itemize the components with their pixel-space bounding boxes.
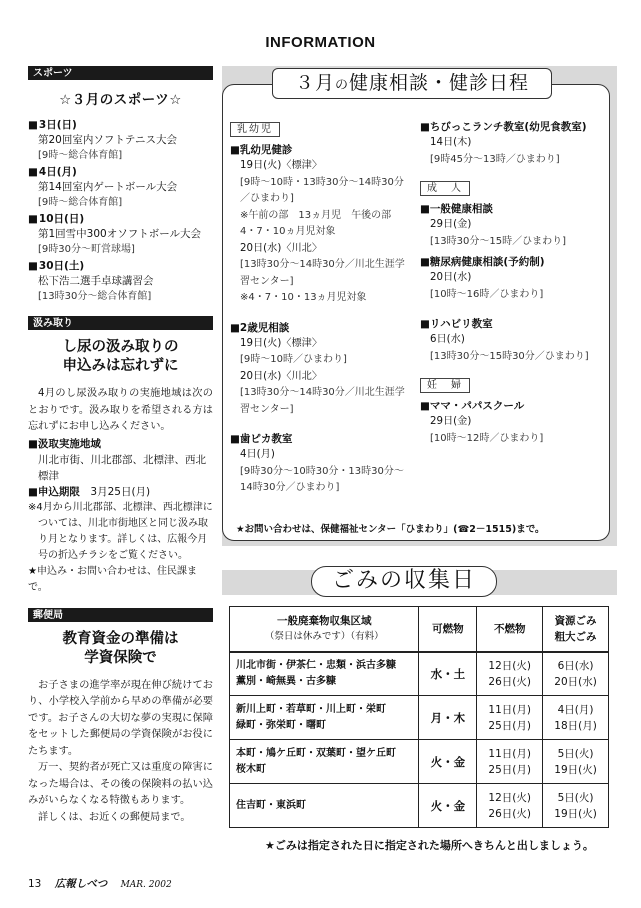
title-line: 申込みは忘れずに (62, 358, 179, 374)
list-item (230, 431, 410, 497)
item-line: [9時45分～13時／ひまわり] (430, 153, 560, 165)
item-heading: ■ 乳幼児健診 (230, 142, 410, 158)
item-line: 20日(水)〈川北〉 (240, 242, 323, 254)
date-line: 26日(火) (488, 807, 531, 820)
area-cell (230, 652, 419, 696)
table-header-row (230, 607, 609, 652)
event-date: ■ 30日(土) (28, 259, 213, 274)
list-item (420, 398, 605, 447)
health-title (272, 68, 552, 99)
kumitori-paragraph: 4月のし尿汲み取りの実施地域は次のとおりです。汲み取りを希望される方は忘れずにお申し込みください。 (28, 388, 213, 432)
date-line: 11日(月) (488, 703, 531, 716)
gomi-title: ごみの収集日 (311, 566, 497, 597)
date-line: 19日(火) (554, 763, 597, 776)
date-line: 6日(水) (557, 659, 594, 672)
item-line: ※4・7・10・13ヵ月児対象 (240, 292, 367, 303)
post-paragraph: 万一、契約者が死亡又は重度の障害になった場合は、その後の保険料の払い込みがいらなくなる特徴もあります。 (28, 762, 213, 806)
deadline-text: 3月25日(月) (90, 485, 151, 498)
item-line: ※午前の部 13ヵ月児 午後の部 4・7・10ヵ月児対象 (240, 209, 402, 237)
date-line: 11日(月) (488, 747, 531, 760)
kumitori-title (28, 338, 213, 376)
list-item (28, 118, 213, 163)
area-cell (230, 740, 419, 784)
table-row (230, 740, 609, 784)
event-info: [9時30分～町営球場] (38, 244, 135, 255)
area-line: 住吉町・東浜町 (236, 799, 306, 811)
burnable-cell: 月・木 (419, 696, 477, 740)
deadline-row (28, 484, 213, 500)
date-line: 19日(火) (554, 807, 597, 820)
date-line: 12日(火) (488, 791, 531, 804)
table-row (230, 652, 609, 696)
date-line: 5日(火) (557, 791, 594, 804)
header-area (230, 607, 419, 652)
header-nonburnable: 不燃物 (477, 607, 543, 652)
item-heading: ■ 一般健康相談 (420, 201, 605, 217)
post-paragraph: お子さまの進学率が現在伸び続けており、小学校入学前から早めの準備が必要です。お子さんの大切な夢の実現に保障をセットした郵便局の学資保険がお役にたちます。 (28, 679, 213, 757)
event-name: 松下浩二選手卓球講習会 (38, 275, 154, 287)
left-column (28, 66, 213, 826)
gomi-table (229, 606, 609, 828)
date-line: 12日(火) (488, 659, 531, 672)
date-line: 5日(火) (557, 747, 594, 760)
item-heading: ■ リハビリ教室 (420, 316, 605, 332)
sports-title: ☆３月のスポーツ☆ (59, 92, 182, 108)
item-line: [10時～12時／ひまわり] (430, 432, 544, 444)
area-cell (230, 784, 419, 828)
date-line: 4日(月) (557, 703, 594, 716)
kumitori-section-bar: 汲み取り (28, 316, 213, 330)
item-line: [13時30分～14時30分／川北生涯学習センター] (240, 387, 405, 415)
page-footer (28, 876, 182, 891)
area-line: 緑町・弥栄町・曙町 (236, 719, 326, 731)
header-label: 一般廃棄物収集区域 (276, 614, 372, 627)
area-line: 桜木町 (236, 763, 266, 775)
item-line: 4日(月) (240, 449, 275, 460)
item-line: [9時30分～10時30分・13時30分～14時30分／ひまわり] (240, 465, 404, 493)
list-item (28, 212, 213, 257)
area-line: 薫別・崎無異・古多糠 (236, 675, 336, 687)
nonburnable-cell (477, 784, 543, 828)
item-line: 20日(水) (430, 272, 472, 283)
post-paragraph: 詳しくは、お近くの郵便局まで。 (38, 811, 191, 823)
event-name: 第20回室内ソフトテニス大会 (38, 134, 177, 146)
adult-tag: 成 人 (420, 181, 470, 196)
item-heading: ■ 歯ピカ教室 (230, 431, 410, 447)
list-item (420, 316, 605, 365)
event-date: ■ 4日(月) (28, 165, 213, 180)
event-info: [9時～総合体育館] (38, 197, 123, 208)
pregnant-tag: 妊 婦 (420, 378, 470, 393)
area-line: 新川上町・若草町・川上町・栄町 (236, 703, 386, 715)
table-row (230, 784, 609, 828)
item-line: 29日(金) (430, 219, 472, 230)
date-line: 25日(月) (488, 719, 531, 732)
item-line: [13時30分～15時30分／ひまわり] (430, 350, 589, 362)
health-column-adult (420, 119, 605, 460)
event-name: 第14回室内ゲートボール大会 (38, 181, 178, 193)
event-info: [13時30分～総合体育館] (38, 291, 152, 302)
date-line: 20日(水) (554, 675, 597, 688)
item-line: 19日(火)〈標津〉 (240, 160, 323, 171)
list-item (420, 254, 605, 303)
resource-cell (543, 784, 609, 828)
item-line: [13時30分～14時30分／川北生涯学習センター] (240, 259, 405, 287)
publication-name: 広報しべつ (54, 878, 108, 890)
page-header: INFORMATION (265, 34, 376, 51)
health-column-infant (230, 122, 410, 510)
item-line: 6日(水) (430, 334, 465, 345)
title-part: の (334, 78, 349, 93)
title-line: し尿の汲み取りの (62, 339, 179, 355)
page-number: 13 (28, 878, 42, 890)
item-line: [9時～10時・13時30分～14時30分／ひまわり] (240, 176, 404, 204)
deadline-heading: 申込期限 (37, 485, 80, 498)
header-sub: （祭日は休みです）（有料） (264, 630, 384, 642)
nonburnable-cell (477, 696, 543, 740)
title-part: 健康相談・健診日程 (349, 72, 530, 94)
infant-tag: 乳幼児 (230, 122, 280, 137)
post-section-bar: 郵便局 (28, 608, 213, 622)
header-resource (543, 607, 609, 652)
area-heading: ■ 汲取実施地域 (28, 436, 213, 452)
area-cell (230, 696, 419, 740)
title-line: 学資保険で (84, 649, 157, 666)
item-line: [13時30分～15時／ひまわり] (430, 235, 566, 247)
item-heading: ■ 2歳児相談 (230, 320, 410, 336)
area-text: 川北市街、川北郡部、北標津、西北標津 (38, 453, 206, 482)
item-line: [9時～10時／ひまわり] (240, 354, 347, 365)
header-label: 資源ごみ (554, 614, 597, 627)
burnable-cell: 火・金 (419, 740, 477, 784)
date-line: 18日(月) (554, 719, 597, 732)
kumitori-contact: ★申込み・お問い合わせは、住民課まで。 (28, 565, 197, 593)
resource-cell (543, 740, 609, 784)
nonburnable-cell (477, 652, 543, 696)
list-item (230, 320, 410, 419)
nonburnable-cell (477, 740, 543, 784)
event-date: ■ 10日(日) (28, 212, 213, 227)
table-row (230, 696, 609, 740)
resource-cell (543, 652, 609, 696)
item-line: 20日(水)〈川北〉 (240, 370, 323, 382)
date-line: 25日(月) (488, 763, 531, 776)
kumitori-note: ※4月から川北郡部、北標津、西北標津については、川北市街地区と同じ汲み取り月となります。詳しくは、広報今月号の折込チラシをご覧ください。 (28, 501, 213, 561)
list-item (420, 119, 605, 168)
publication-date: MAR. 2002 (120, 880, 172, 890)
item-line: 14日(木) (430, 137, 472, 148)
list-item (230, 142, 410, 307)
area-line: 川北市街・伊茶仁・忠類・浜古多糠 (236, 659, 396, 671)
header-label: 粗大ごみ (554, 630, 597, 643)
burnable-cell: 水・土 (419, 652, 477, 696)
item-heading: ■ 糖尿病健康相談(予約制) (420, 254, 605, 270)
date-line: 26日(火) (488, 675, 531, 688)
resource-cell (543, 696, 609, 740)
title-part: ３月 (294, 72, 335, 94)
post-title (28, 630, 213, 668)
list-item (420, 201, 605, 250)
list-item (28, 259, 213, 304)
area-line: 本町・鳩ケ丘町・双葉町・望ケ丘町 (236, 747, 396, 759)
event-info: [9時～総合体育館] (38, 150, 123, 161)
gomi-note: ★ごみは指定された日に指定された場所へきちんと出しましょう。 (265, 839, 594, 852)
sports-list (28, 118, 213, 304)
title-line: 教育資金の準備は (62, 630, 179, 647)
health-contact: ★お問い合わせは、保健福祉センター「ひまわり」(☎2－1515)まで。 (236, 524, 545, 535)
item-line: [10時～16時／ひまわり] (430, 288, 544, 300)
sports-section-bar: スポーツ (28, 66, 213, 80)
list-item (28, 165, 213, 210)
event-date: ■ 3日(日) (28, 118, 213, 133)
item-line: 19日(火)〈標津〉 (240, 337, 323, 349)
item-line: 29日(金) (430, 416, 472, 427)
item-heading: ■ ママ・パパスクール (420, 398, 605, 414)
burnable-cell: 火・金 (419, 784, 477, 828)
item-heading: ■ ちびっこランチ教室(幼児食教室) (420, 119, 605, 135)
event-name: 第1回雪中300オソフトボール大会 (38, 228, 202, 240)
header-burnable: 可燃物 (419, 607, 477, 652)
